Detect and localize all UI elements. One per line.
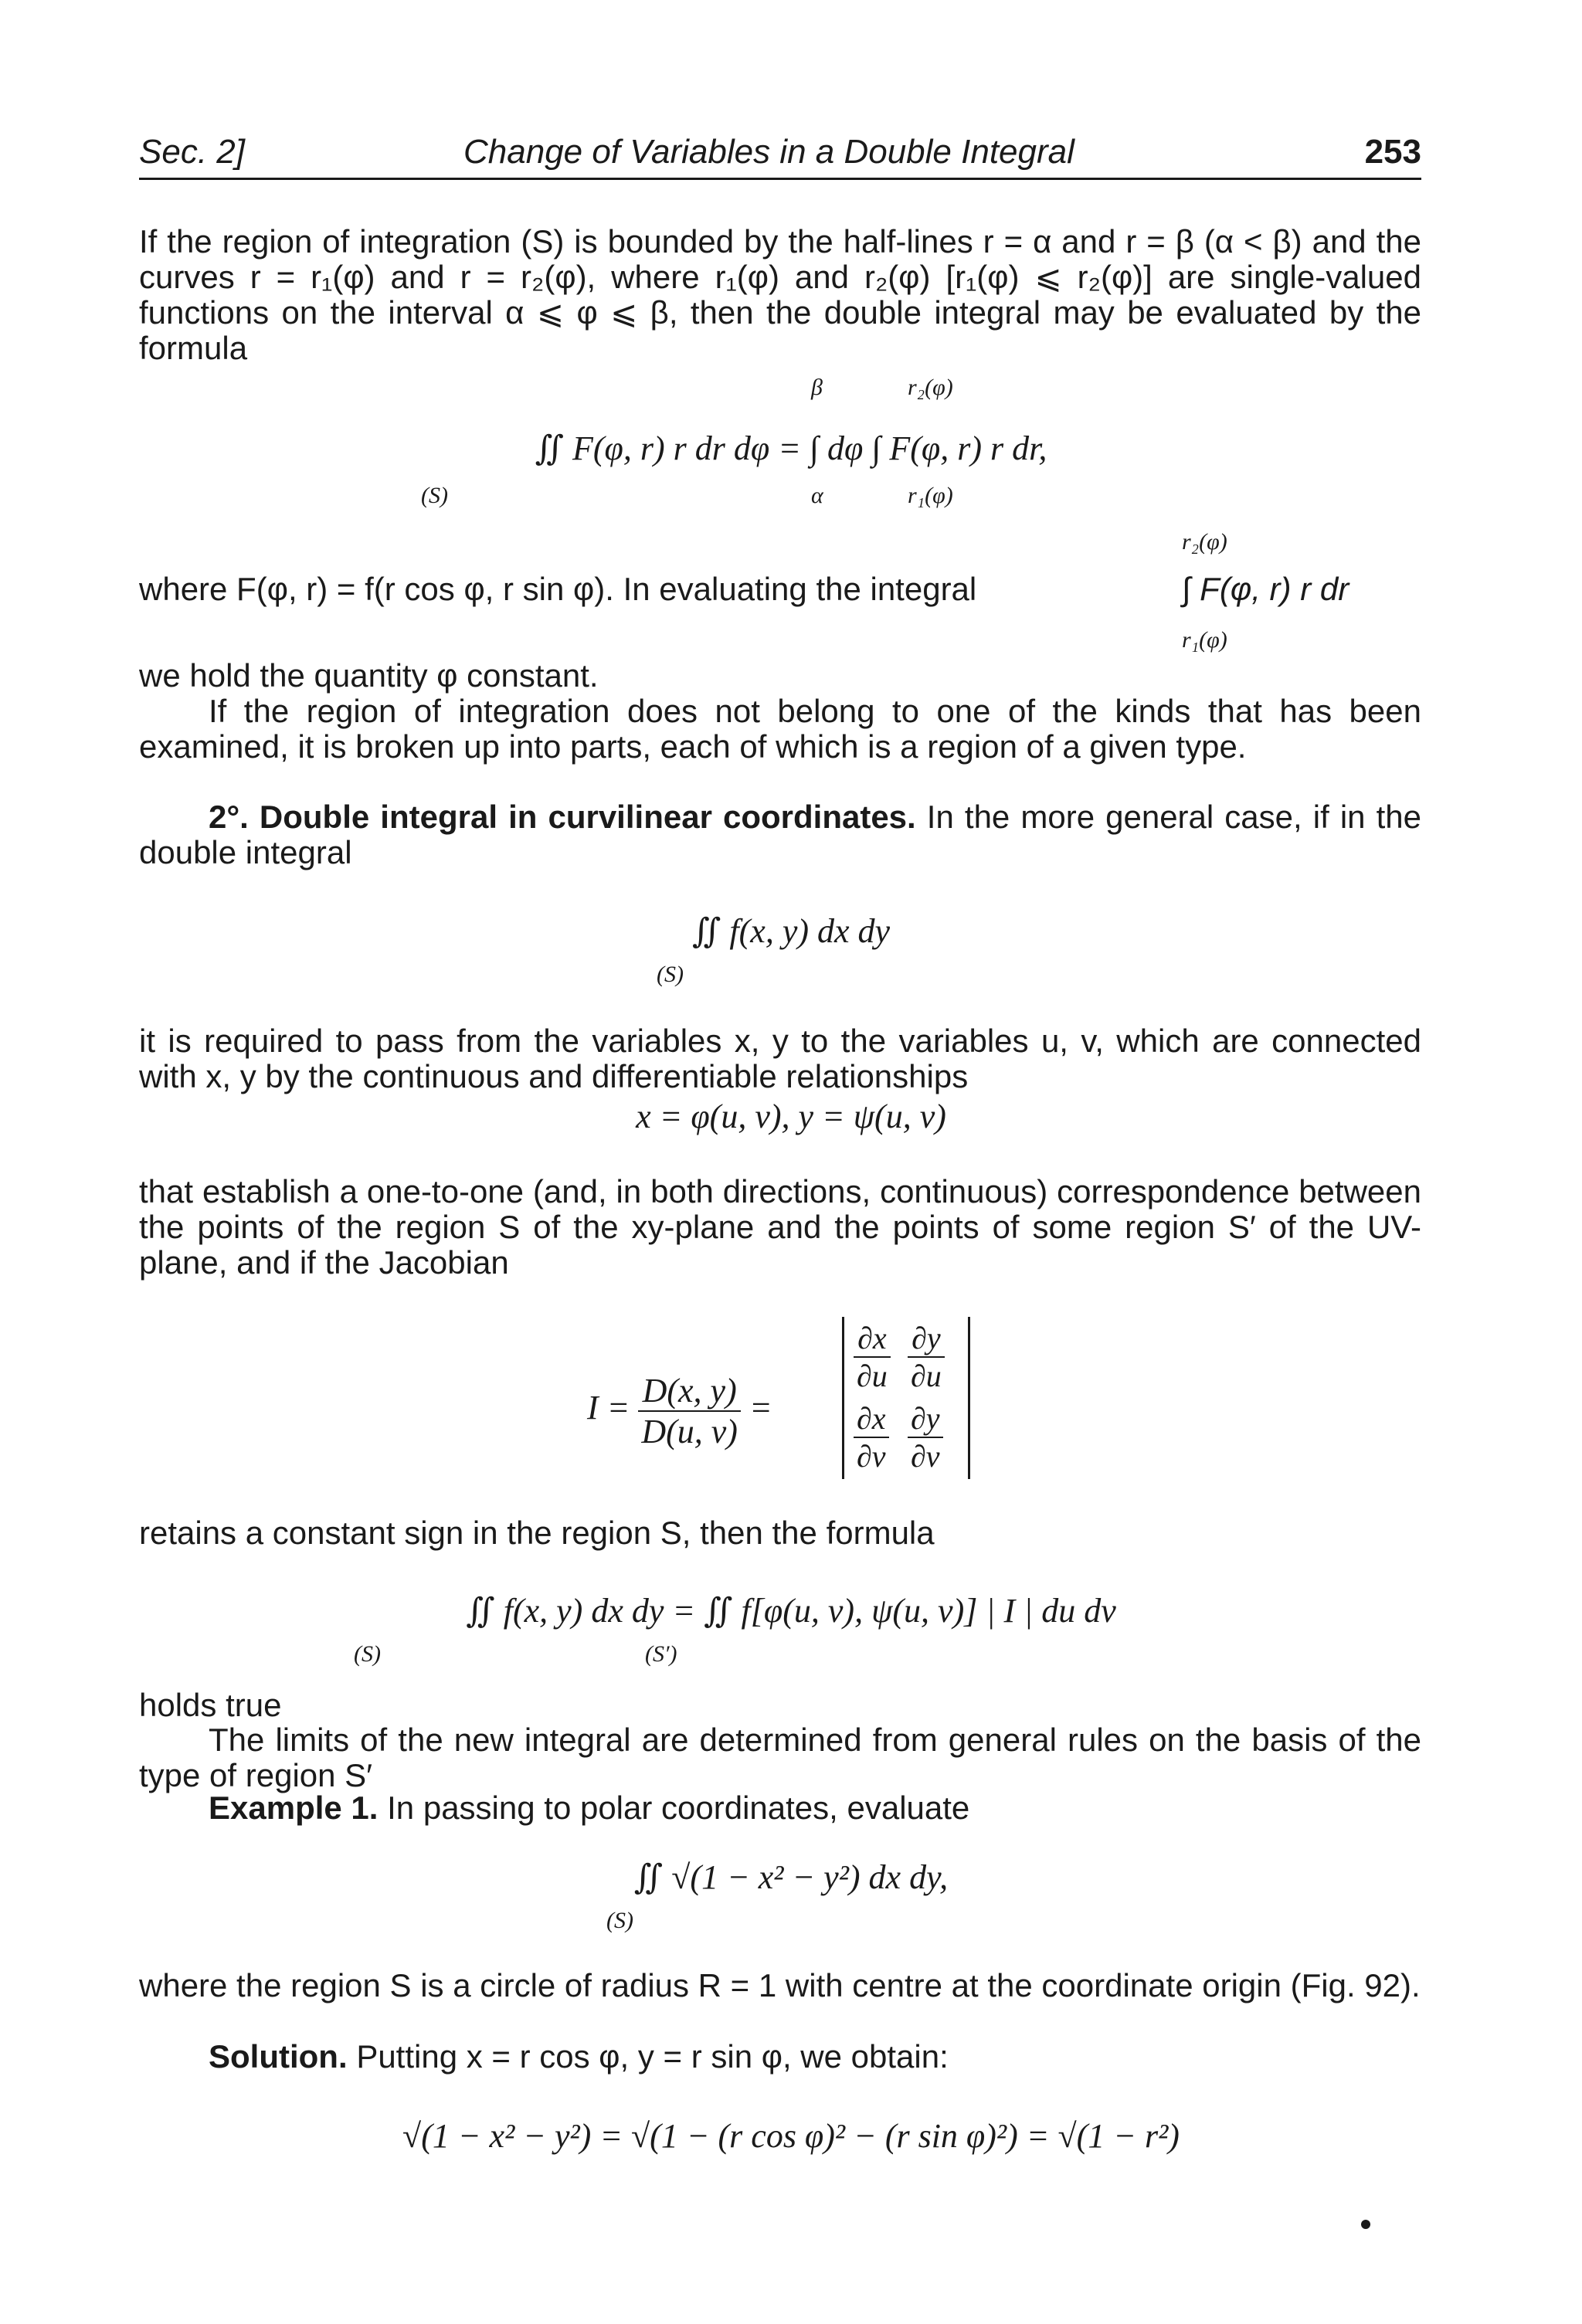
paragraph-solution <box>139 2039 1421 2075</box>
equation-substitution: x = φ(u, v), y = ψ(u, v) <box>636 1098 946 1135</box>
jacobian-numerator: D(x, y) <box>638 1371 741 1412</box>
paragraph-one-to-one: that establish a one-to-one (and, in both directions, continuous) correspondence between the points of the region S of the xy-plane and the points of some region S′ of the UV-plane, and if the Jacobian <box>139 1173 1421 1281</box>
eq1-lower-inner: r₁(φ) <box>908 483 953 508</box>
paragraph-hold-constant: we hold the quantity φ constant. <box>139 657 599 694</box>
solution-text: Putting x = r cos φ, y = r sin φ, we obtain: <box>356 2038 949 2075</box>
eq1-upper-inner: r₂(φ) <box>908 375 953 400</box>
jacobian-equals: = <box>749 1389 772 1427</box>
heading-curvilinear: 2°. Double integral in curvilinear coordinates. <box>209 799 916 835</box>
section-label: Sec. 2] <box>139 133 245 171</box>
equation-polar-double-integral: ∬ F(φ, r) r dr dφ = ∫ dφ ∫ F(φ, r) r dr, <box>535 429 1047 467</box>
det-b <box>908 1320 945 1394</box>
eq1-lower-outer: α <box>811 483 823 508</box>
det-c-num: ∂x <box>854 1400 889 1438</box>
det-a-den: ∂u <box>857 1359 888 1393</box>
eq4-region-left: (S) <box>354 1641 381 1667</box>
paragraph-example <box>139 1790 1421 1826</box>
page-number: 253 <box>1364 133 1421 171</box>
eq2-region: (S) <box>657 962 684 987</box>
paragraph-limits: The limits of the new integral are determined from general rules on the basis of the type of region S′ <box>139 1722 1421 1793</box>
eq4-region-right: (S′) <box>645 1641 677 1667</box>
eq5-region: (S) <box>606 1908 633 1933</box>
det-d-num: ∂y <box>908 1400 943 1438</box>
jacobian-lhs <box>587 1371 842 1451</box>
eq1-upper-outer: β <box>811 375 823 400</box>
heading-solution: Solution. <box>209 2038 348 2075</box>
paragraph-where-F: where F(φ, r) = f(r cos φ, r sin φ). In evaluating the integral <box>139 571 977 607</box>
chapter-title: Change of Variables in a Double Integral <box>463 133 1074 171</box>
det-d <box>908 1400 943 1474</box>
jacobian-fraction <box>638 1371 741 1451</box>
paragraph-region-polar: If the region of integration (S) is bounded by the half-lines r = α and r = β (α < β) and the curves r = r₁(φ) and r = r₂(φ), where r₁(φ) and r₂(φ) [r₁(φ) ⩽ r₂(φ)] are single-valued functions on the interval α ⩽ φ ⩽ β, then the double integral may be evaluated by the formula <box>139 223 1421 366</box>
jacobian-determinant <box>842 1317 970 1479</box>
paragraph-holds-true: holds true <box>139 1687 282 1723</box>
inline-integral-lower: r₁(φ) <box>1182 627 1227 653</box>
eq1-region: (S) <box>421 483 448 508</box>
example-text: In passing to polar coordinates, evaluate <box>387 1790 970 1826</box>
inline-integral: ∫ F(φ, r) r dr <box>1182 571 1349 607</box>
paragraph-change-variables: it is required to pass from the variables x, y to the variables u, v, which are connected with x, y by the continuous and differentiable relationships <box>139 1023 1421 1094</box>
det-c-den: ∂v <box>857 1439 886 1474</box>
det-d-den: ∂v <box>911 1439 940 1474</box>
stray-mark <box>1361 2220 1370 2229</box>
paragraph-region-broken: If the region of integration does not belong to one of the kinds that has been examined, it is broken up into parts, each of which is a region of a given type. <box>139 693 1421 765</box>
det-a-num: ∂x <box>854 1320 891 1358</box>
det-b-num: ∂y <box>908 1320 945 1358</box>
paragraph-region-circle: where the region S is a circle of radius R = 1 with centre at the coordinate origin (Fig. 92). <box>139 1967 1421 2003</box>
equation-double-integral-xy: ∬ f(x, y) dx dy <box>691 912 891 950</box>
det-c <box>854 1400 889 1474</box>
det-a <box>854 1320 891 1394</box>
det-b-den: ∂u <box>911 1359 942 1393</box>
curvilinear-intro: In the more general case, if in the double integral <box>139 799 1421 870</box>
equation-example-integral: ∬ √(1 − x² − y²) dx dy, <box>633 1858 949 1896</box>
paragraph-curvilinear <box>139 799 1421 870</box>
paragraph-constant-sign: retains a constant sign in the region S, then the formula <box>139 1515 935 1551</box>
jacobian-I: I = <box>587 1389 630 1427</box>
equation-solution: √(1 − x² − y²) = √(1 − (r cos φ)² − (r sin φ)²) = √(1 − r²) <box>402 2117 1180 2155</box>
heading-example: Example 1. <box>209 1790 379 1826</box>
running-header <box>139 130 1421 180</box>
inline-integral-upper: r₂(φ) <box>1182 529 1227 555</box>
jacobian-denominator: D(u, v) <box>641 1413 738 1450</box>
equation-change-of-variables: ∬ f(x, y) dx dy = ∬ f[φ(u, v), ψ(u, v)] | I | du dv <box>466 1592 1116 1630</box>
